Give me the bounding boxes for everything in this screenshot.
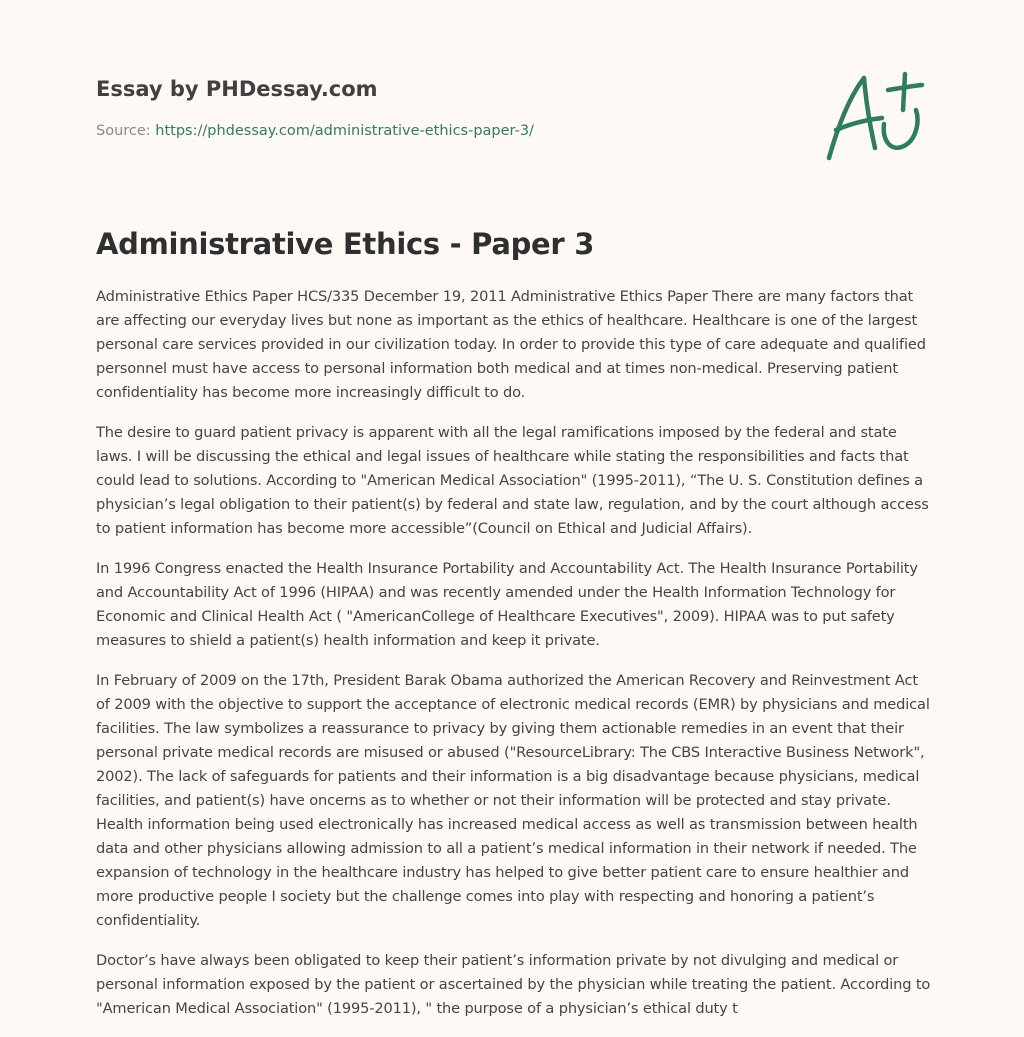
article-paragraph: In 1996 Congress enacted the Health Insurance Portability and Accountability Act. The Health Insurance Portability and Accountability Act of 1996 (HIPAA) and was recently amended under the Health Information Technology for Economic and Clinical Health Act ( "AmericanCollege of Healthcare Executives", 2009). HIPAA was to put safety measures to shield a patient(s) health information and keep it private. [96,560,918,649]
source-link[interactable]: https://phdessay.com/administrative-ethics-paper-3/ [155,123,534,139]
article-paragraph: The desire to guard patient privacy is apparent with all the legal ramifications imposed by the federal and state laws. I will be discussing the ethical and legal issues of healthcare while stating the responsibilities and facts that could lead to solutions. According to "American Medical Association" (1995-2011), “The U. S. Constitution defines a physician’s legal obligation to their patient(s) by federal and state law, regulation, and by the court although access to patient information has become more accessible”(Council on Ethical and Judicial Affairs). [96,424,929,537]
article-paragraph: Doctor’s have always been obligated to keep their patient’s information private by not divulging and medical or personal information exposed by the patient or ascertained by the physician while treating the patient. According to "American Medical Association" (1995-2011), " the purpose of a physician’s ethical duty t [96,952,931,1017]
a-plus-logo [820,66,930,166]
article-body [96,285,936,1037]
site-title: Essay by PHDessay.com [96,77,378,101]
article-title: Administrative Ethics - Paper 3 [96,227,595,261]
a-plus-logo-icon [820,66,930,166]
page-header [96,74,796,141]
article-paragraph: In February of 2009 on the 17th, President Barak Obama authorized the American Recovery and Reinvestment Act of 2009 with the objective to support the acceptance of electronic medical records (EMR) by physicians and medical facilities. The law symbolizes a reassurance to privacy by giving them actionable remedies in an event that their personal private medical records are misused or abused ("ResourceLibrary: The CBS Interactive Business Network", 2002). The lack of safeguards for patients and their information is a big disadvantage because physicians, medical facilities, and patient(s) have oncerns as to whether or not their information will be protected and stay private. Health information being used electronically has increased medical access as well as transmission between health data and other physicians allowing admission to all a patient’s medical information in their network if needed. The expansion of technology in the healthcare industry has helped to give better patient care to ensure healthier and more productive people I society but the challenge comes into play with respecting and honoring a patient’s confidentiality. [96,672,930,929]
source-line [96,121,796,141]
article-paragraph: Administrative Ethics Paper HCS/335 December 19, 2011 Administrative Ethics Paper There are many factors that are affecting our everyday lives but none as important as the ethics of healthcare. Healthcare is one of the largest personal care services provided in our civilization today. In order to provide this type of care adequate and qualified personnel must have access to personal information both medical and at times non-medical. Preserving patient confidentiality has become more increasingly difficult to do. [96,288,926,401]
source-label: Source: [96,123,151,139]
